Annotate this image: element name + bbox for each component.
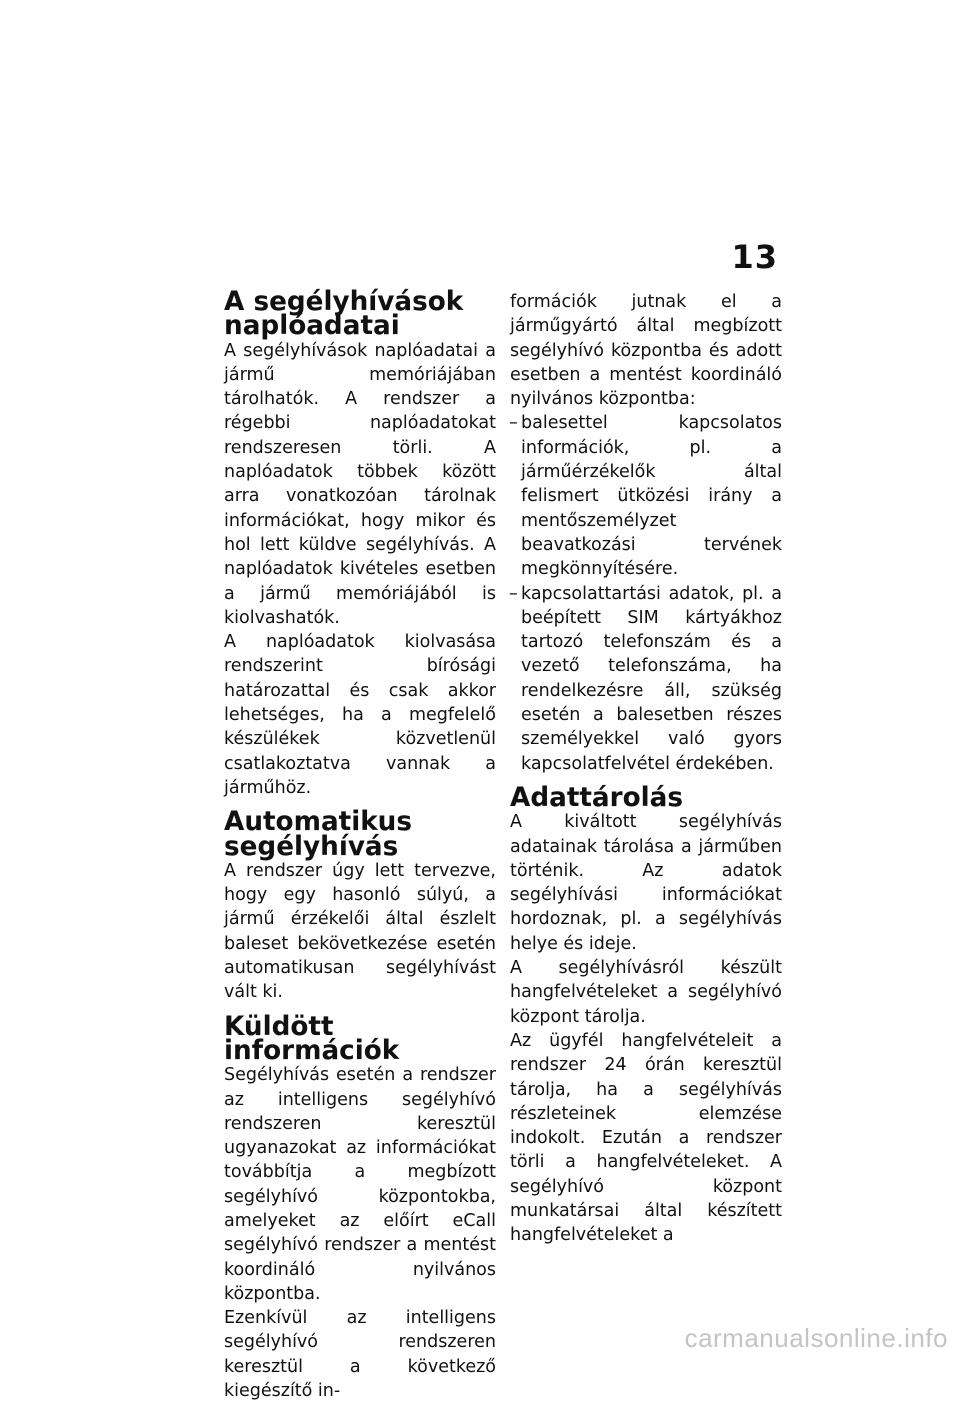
left-column <box>224 287 496 1403</box>
paragraph: A segélyhívásról készült hangfelvételeket a segélyhívó központ tárolja. <box>510 958 782 1027</box>
list-item <box>510 582 782 776</box>
paragraph: Ezenkívül az intelligens segélyhívó rendszeren keresztül a következő kiegészítő in- <box>224 1308 496 1402</box>
paragraph: A kiváltott segélyhívás adatainak tárolása a járműben történik. Az adatok segélyhívási információkat hordoznak, pl. a segélyhívás helye és ideje. <box>510 812 782 954</box>
section-heading-call-logs: A segélyhívások naplóadatai <box>224 287 464 342</box>
paragraph: A segélyhívások naplóadatai a jármű memóriájában tárolhatók. A rendszer a régebbi naplóadatokat rendszeresen törli. A naplóadatok többek között arra vonatkozóan tárolnak információkat, hogy mikor és hol lett küldve segélyhívás. A naplóadatok kivételes esetben a jármű memóriájából is kiolvashatók. <box>224 340 496 628</box>
list-item-text: kapcsolattartási adatok, pl. a beépített SIM kártyákhoz tartozó telefonszám és a vezető telefonszáma, ha rendelkezésre áll, szükség esetén a balesetben részes személyekkel való gyors kapcsolatfelvétel érdekében. <box>521 583 782 774</box>
list-item-text: balesettel kapcsolatos információk, pl. a járműérzékelők által felismert ütközési irány a mentőszemélyzet beavatkozási tervének megkönnyítésére. <box>521 413 782 580</box>
paragraph: Segélyhívás esetén a rendszer az intelligens segélyhívó rendszeren keresztül ugyanazokat az információkat továbbítja a megbízott segélyhívó központokba, amelyeket az előírt eCall segélyhívó rendszer a mentést koordináló nyilvános központba. <box>224 1065 496 1304</box>
dash-marker: – <box>509 413 518 434</box>
paragraph: Az ügyfél hangfelvételeit a rendszer 24 órán keresztül tárolja, ha a segélyhívás részleteinek elemzése indokolt. Ezután a rendszer törli a hangfelvételeket. A segélyhívó központ munkatársai által készített hangfelvételeket a <box>510 1030 782 1246</box>
list-item <box>510 411 782 581</box>
paragraph: A rendszer úgy lett tervezve, hogy egy hasonló súlyú, a jármű érzékelői által észlelt baleset bekövetkezése esetén automatikusan segélyhívást vált ki. <box>224 860 496 1003</box>
right-column <box>510 290 782 1248</box>
paragraph: A naplóadatok kiolvasása rendszerint bírósági határozattal és csak akkor lehetséges, ha a megfelelő készülékek közvetlenül csatlakoztatva vannak a járműhöz. <box>224 632 496 798</box>
page-number: 13 <box>731 238 778 276</box>
section-heading-data-storage: Adattárolás <box>510 782 683 813</box>
watermark: carmanualsonline.info <box>684 1323 948 1353</box>
section-heading-sent-information: Küldött információk <box>224 1011 400 1066</box>
paragraph-continuation: formációk jutnak el a járműgyártó által megbízott segélyhívó központba és adott esetben a mentést koordináló nyilvános központba: <box>510 292 782 410</box>
bullet-list <box>510 411 782 775</box>
section-heading-automatic-call: Automatikus segélyhívás <box>224 807 412 862</box>
dash-marker: – <box>509 583 518 604</box>
